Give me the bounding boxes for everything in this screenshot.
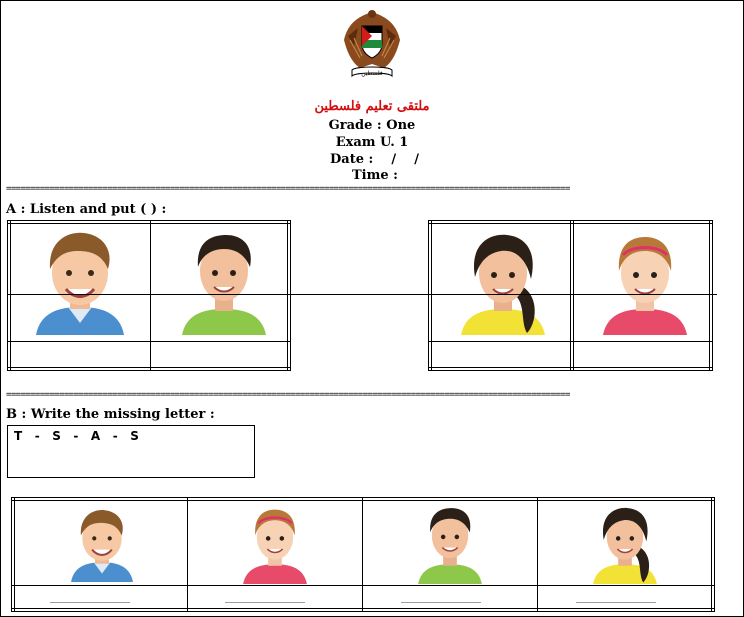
missing-letters-box — [7, 425, 255, 478]
boy-green-shirt-picture — [407, 502, 493, 584]
section-b-title: B : Write the missing letter : — [6, 407, 215, 422]
boy-green-shirt-picture — [172, 227, 276, 335]
svg-text:فلسطين: فلسطين — [361, 70, 383, 77]
organization-name: ملتقى تعليم فلسطين — [314, 99, 430, 114]
horizontal-rule — [7, 294, 717, 295]
grade-label: Grade : One — [328, 118, 416, 133]
boy-blue-shirt-picture — [28, 227, 132, 335]
date-label: Date : / / — [330, 152, 420, 167]
section-b-table — [11, 497, 715, 612]
answer-blank[interactable]: ________________ — [576, 592, 656, 603]
section-a-title: A : Listen and put ( ) : — [6, 202, 167, 217]
missing-letters: T - S - A - S — [14, 429, 139, 443]
answer-blank[interactable]: ________________ — [401, 592, 481, 603]
section-a-right-table — [428, 220, 713, 371]
girl-pink-shirt-picture — [593, 227, 697, 335]
separator-line: ===================================================================================================================== — [6, 390, 570, 400]
boy-blue-shirt-picture — [62, 506, 142, 582]
palestine-emblem-icon — [340, 6, 404, 82]
section-a-left-table — [7, 220, 291, 371]
time-label: Time : — [352, 168, 398, 183]
exam-label: Exam U. 1 — [335, 135, 409, 150]
answer-blank[interactable]: ________________ — [50, 592, 130, 603]
answer-blank[interactable]: ________________ — [225, 592, 305, 603]
separator-line: ===================================================================================================================== — [6, 184, 570, 194]
girl-pink-shirt-picture — [232, 502, 318, 584]
girl-yellow-shirt-picture — [582, 502, 668, 584]
girl-yellow-shirt-picture — [451, 227, 555, 335]
